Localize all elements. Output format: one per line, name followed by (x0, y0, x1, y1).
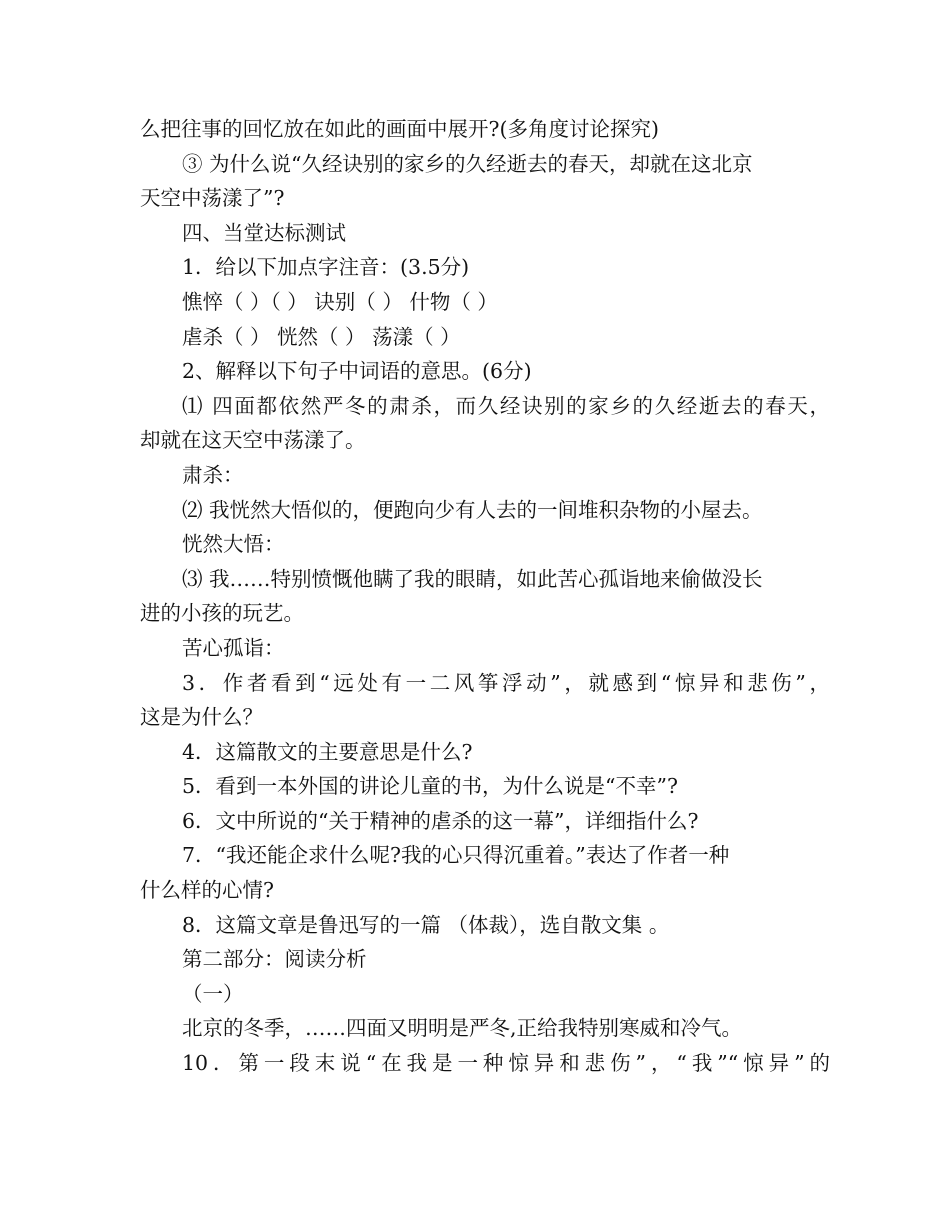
question-7: 7．“我还能企求什么呢?我的心只得沉重着。”表达了作者一种 (182, 843, 730, 868)
term-label: 苦心孤诣： (182, 635, 285, 660)
text-line: ③ 为什么说“久经诀别的家乡的久经逝去的春天，却就在这北京 (182, 151, 753, 176)
question-5: 5．看到一本外国的讲论儿童的书，为什么说是“不幸”? (182, 774, 678, 799)
sentence-3: ⑶ 我……特别愤慨他瞒了我的眼睛，如此苦心孤诣地来偷做没长 (182, 566, 763, 591)
text-line: 什么样的心情? (140, 878, 274, 903)
question-4: 4．这篇散文的主要意思是什么? (182, 739, 473, 764)
term-label: 肃杀： (182, 462, 244, 487)
question-3: 3．作者看到“远处有一二风筝浮动”，就感到“惊异和悲伤”， (182, 670, 830, 695)
text-line: 却就在这天空中荡漾了。 (140, 428, 366, 453)
question-10: 10．第一段末说“在我是一种惊异和悲伤”，“我”“惊异”的 (182, 1051, 830, 1076)
pinyin-row-2: 虐杀（ ） 恍然（ ） 荡漾（ ） (182, 324, 461, 349)
question-8: 8．这篇文章是鲁迅写的一篇 （体裁），选自散文集 。 (182, 912, 670, 937)
sentence-2: ⑵ 我恍然大悟似的，便跑向少有人去的一间堆积杂物的小屋去。 (182, 497, 763, 522)
text-line: 进的小孩的玩艺。 (140, 601, 304, 626)
passage-excerpt: 北京的冬季，……四面又明明是严冬,正给我特别寒威和冷气。 (182, 1016, 743, 1041)
text-line: 这是为什么？ (140, 705, 263, 730)
part-heading: 第二部分：阅读分析 (182, 947, 367, 972)
section-heading: 四、当堂达标测试 (182, 220, 346, 245)
question-2: 2、解释以下句子中词语的意思。(6分) (182, 359, 532, 384)
document-page (140, 112, 830, 1081)
subsection-label: （一） (182, 981, 244, 1006)
pinyin-row-1: 憔悴（ ）（ ） 诀别（ ） 什物（ ） (182, 289, 498, 314)
text-line: 天空中荡漾了”? (140, 186, 285, 211)
term-label: 恍然大悟： (182, 532, 285, 557)
question-6: 6．文中所说的“关于精神的虐杀的这一幕”，详细指什么? (182, 808, 699, 833)
sentence-1: ⑴ 四面都依然严冬的肃杀，而久经诀别的家乡的久经逝去的春天， (182, 393, 830, 418)
text-line: 么把往事的回忆放在如此的画面中展开?(多角度讨论探究) (140, 117, 659, 141)
question-1: 1．给以下加点字注音：(3.5分) (182, 255, 470, 280)
